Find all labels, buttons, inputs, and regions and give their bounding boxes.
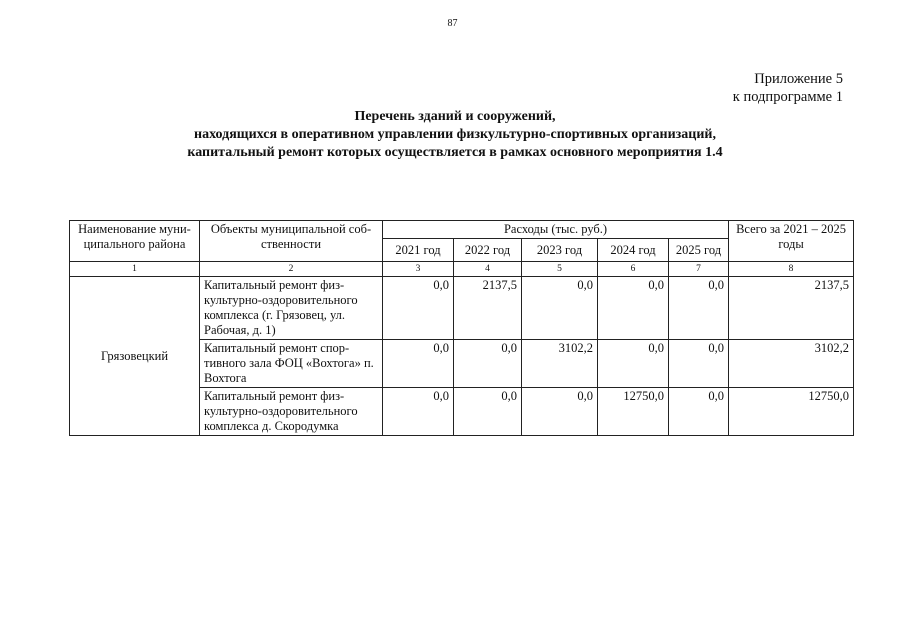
page-number: 87 bbox=[447, 18, 458, 29]
value-cell: 2137,5 bbox=[454, 277, 522, 340]
value-cell: 0,0 bbox=[454, 340, 522, 388]
value-cell: 0,0 bbox=[669, 340, 729, 388]
title-line-3: капитальный ремонт которых осуществляется в рамках основного мероприятия 1.4 bbox=[187, 145, 723, 160]
column-number: 5 bbox=[522, 262, 598, 277]
header-expenses: Расходы (тыс. руб.) bbox=[383, 221, 729, 239]
appendix-line-2: к подпрограмме 1 bbox=[732, 89, 843, 105]
value-cell: 0,0 bbox=[598, 277, 669, 340]
title-line-1: Перечень зданий и сооружений, bbox=[354, 109, 556, 124]
header-year: 2025 год bbox=[669, 239, 729, 262]
value-cell: 3102,2 bbox=[522, 340, 598, 388]
total-cell: 2137,5 bbox=[729, 277, 854, 340]
value-cell: 0,0 bbox=[669, 388, 729, 436]
total-cell: 12750,0 bbox=[729, 388, 854, 436]
value-cell: 12750,0 bbox=[598, 388, 669, 436]
value-cell: 0,0 bbox=[669, 277, 729, 340]
total-cell: 3102,2 bbox=[729, 340, 854, 388]
document-title bbox=[60, 108, 850, 162]
header-year: 2023 год bbox=[522, 239, 598, 262]
value-cell: 0,0 bbox=[383, 388, 454, 436]
object-name: Капитальный ремонт физ-культурно-оздоровительного комплекса (г. Грязовец, ул. Рабочая, д. 1) bbox=[200, 277, 383, 340]
column-number: 6 bbox=[598, 262, 669, 277]
column-number: 8 bbox=[729, 262, 854, 277]
column-number: 2 bbox=[200, 262, 383, 277]
header-district: Наименование муни-ципального района bbox=[70, 221, 200, 262]
buildings-table bbox=[69, 220, 854, 436]
object-name: Капитальный ремонт физ-культурно-оздоровительного комплекса д. Скородумка bbox=[200, 388, 383, 436]
header-object: Объекты муниципальной соб-ственности bbox=[200, 221, 383, 262]
header-year: 2024 год bbox=[598, 239, 669, 262]
district-name: Грязовецкий bbox=[70, 277, 200, 436]
value-cell: 0,0 bbox=[598, 340, 669, 388]
appendix-line-1: Приложение 5 bbox=[754, 71, 843, 87]
value-cell: 0,0 bbox=[383, 277, 454, 340]
header-total: Всего за 2021 – 2025 годы bbox=[729, 221, 854, 262]
header-year: 2022 год bbox=[454, 239, 522, 262]
object-name: Капитальный ремонт спор-тивного зала ФОЦ «Вохтога» п. Вохтога bbox=[200, 340, 383, 388]
header-year: 2021 год bbox=[383, 239, 454, 262]
column-number: 3 bbox=[383, 262, 454, 277]
column-number: 4 bbox=[454, 262, 522, 277]
appendix-label bbox=[733, 70, 843, 106]
value-cell: 0,0 bbox=[454, 388, 522, 436]
column-number: 1 bbox=[70, 262, 200, 277]
column-number: 7 bbox=[669, 262, 729, 277]
value-cell: 0,0 bbox=[522, 388, 598, 436]
value-cell: 0,0 bbox=[383, 340, 454, 388]
title-line-2: находящихся в оперативном управлении физкультурно-спортивных организаций, bbox=[194, 127, 716, 142]
column-number-row bbox=[70, 262, 854, 277]
value-cell: 0,0 bbox=[522, 277, 598, 340]
table-row bbox=[70, 277, 854, 340]
